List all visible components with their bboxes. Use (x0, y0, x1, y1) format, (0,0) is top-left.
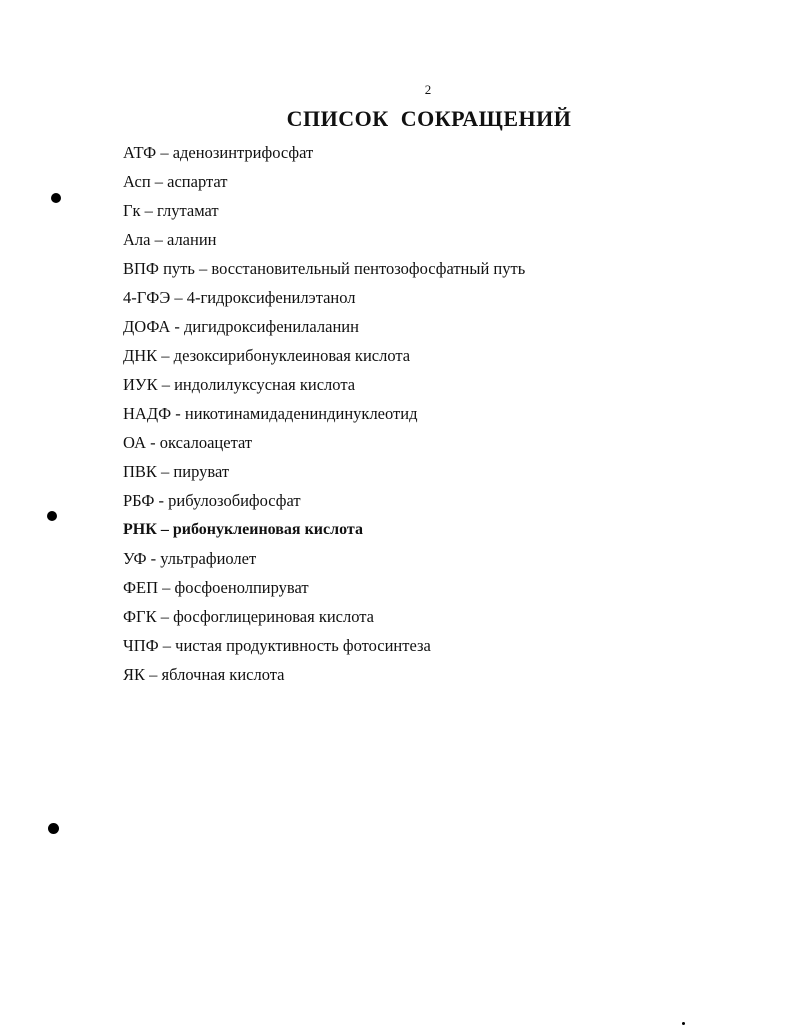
abbreviation-item: ЧПФ – чистая продуктивность фотосинтеза (123, 636, 431, 655)
abbreviation-item: ВПФ путь – восстановительный пентозофосфатный путь (123, 259, 526, 278)
abbreviation-item: Асп – аспартат (123, 172, 228, 191)
abbreviation-item: 4-ГФЭ – 4-гидроксифенилэтанол (123, 288, 356, 307)
abbreviation-item: ДНК – дезоксирибонуклеиновая кислота (123, 346, 411, 365)
binding-hole-mark (51, 193, 61, 203)
abbreviation-item: НАДФ - никотинамидадениндинуклеотид (123, 404, 418, 423)
abbreviation-item: ПВК – пируват (123, 462, 230, 481)
abbreviation-item: ЯК – яблочная кислота (123, 665, 285, 684)
binding-hole-mark (47, 511, 57, 521)
abbreviation-list (123, 138, 525, 689)
scan-speck (682, 1022, 685, 1025)
abbreviation-item: ДОФА - дигидроксифенилаланин (123, 317, 359, 336)
abbreviation-item: Гк – глутамат (123, 201, 219, 220)
abbreviation-item: Ала – аланин (123, 230, 217, 249)
abbreviation-item: РБФ - рибулозобифосфат (123, 491, 301, 510)
page-title: СПИСОК СОКРАЩЕНИЙ (286, 106, 572, 131)
abbreviation-item: ИУК – индолилуксусная кислота (123, 375, 356, 394)
abbreviation-item: РНК – рибонуклеиновая кислота (123, 521, 363, 538)
binding-hole-mark (48, 823, 59, 834)
abbreviation-item: ФГК – фосфоглицериновая кислота (123, 607, 374, 626)
abbreviation-item: УФ - ультрафиолет (123, 549, 257, 568)
abbreviation-item: АТФ – аденозинтрифосфат (123, 143, 314, 162)
abbreviation-item: ФЕП – фосфоенолпируват (123, 578, 309, 597)
page-number: 2 (424, 82, 432, 97)
abbreviation-item: ОА - оксалоацетат (123, 433, 253, 452)
